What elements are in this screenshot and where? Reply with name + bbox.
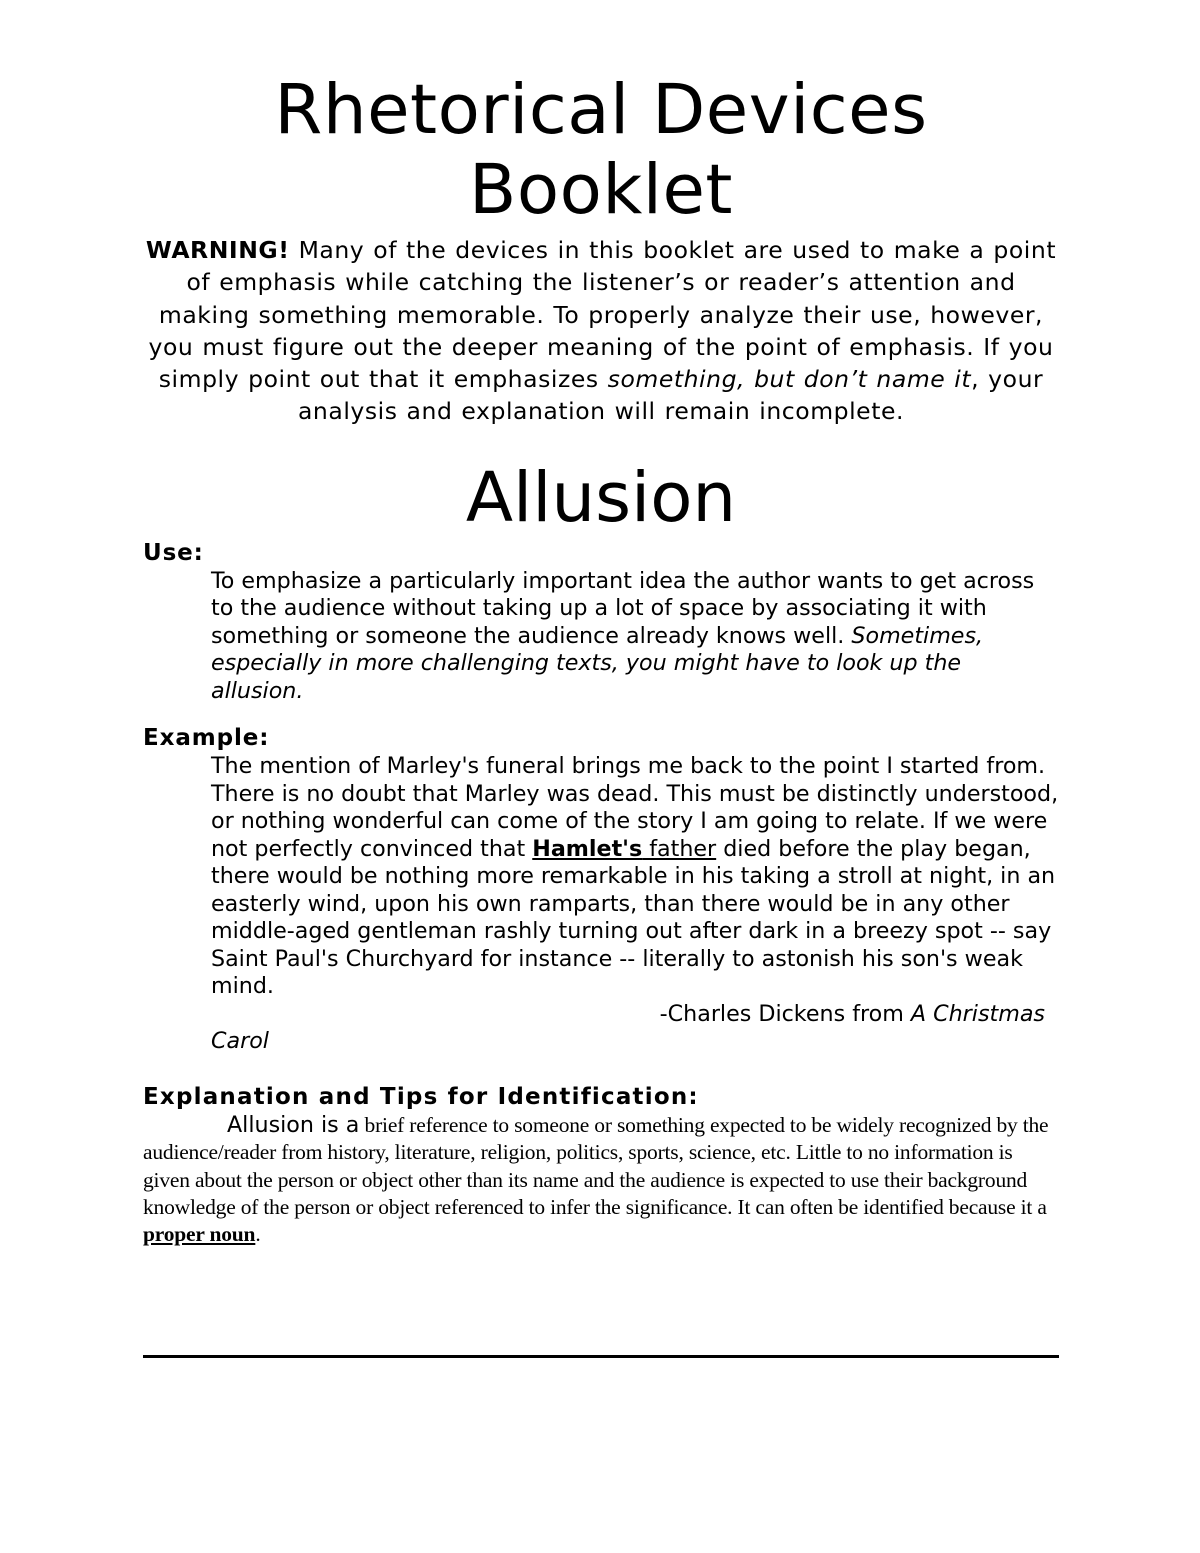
document-page [143,70,1059,1249]
warning-text-1: Many of the devices in this booklet are used to make a point of emphasis while catching the listener’s or reader’s attention and making something memorable. To properly analyze their use, however, you must figure out the deeper meaning of the point of emphasis. If you simply point out that it emphasizes [148,236,1057,394]
explanation-body: brief reference to someone or something expected to be widely recognized by the audience/reader from history, literature, religion, politics, sports, science, etc. Little to no information is given about the person or object other than its name and the audience is expected to use their background knowledge of the person or object referenced to infer the significance. It can often be identified because it a [143,1112,1049,1219]
use-body: To emphasize a particularly important idea the author wants to get across to the audience without taking up a lot of space by associating it with something or someone the audience already knows well. [211,567,1035,649]
quote-attribution [211,1001,1059,1029]
warning-paragraph [143,234,1059,428]
use-text [211,568,1059,706]
warning-lead: WARNING! [145,236,290,264]
explanation-lead: Allusion is a [227,1111,360,1138]
section-title: Allusion [465,457,737,538]
horizontal-rule [143,1355,1059,1358]
explanation-text [143,1112,1059,1249]
title-line-1: Rhetorical Devices [274,70,928,150]
example-underlined: father [642,835,717,862]
booklet-title [143,70,1059,230]
example-text-2: died before the play began, there would be nothing more remarkable in his taking a stroll at night, in an easterly wind, upon his own ramparts, than there would be in any other middle-aged gentleman rashly turning out after dark in a breezy spot -- say Saint Paul's Churchyard for instance -- literally to astonish his son's weak mind. [211,835,1056,1000]
example-quote [211,753,1059,1056]
use-italic-note: Sometimes, especially in more challenging texts, you might have to look up the allusion. [211,622,984,704]
use-label: Use: [143,539,204,566]
attribution-text: -Charles Dickens from [659,1000,911,1027]
title-line-2: Booklet [469,150,733,230]
example-bold-name: Hamlet's [532,835,643,862]
warning-italic: something, but don’t name it [607,365,972,394]
attribution-title-2: Carol [211,1028,269,1055]
example-label: Example: [143,725,270,752]
warning-text-2: , your analysis and explanation will remain incomplete. [297,365,1044,426]
attribution-title-1: A Christmas [910,1000,1045,1027]
explanation-end: . [255,1222,261,1247]
explanation-label: Explanation and Tips for Identification: [143,1083,699,1110]
example-text-1: The mention of Marley's funeral brings me back to the point I started from. There is no doubt that Marley was dead. This must be distinctly understood, or nothing wonderful can come of the story I am going to relate. If we were not perfectly convinced that [211,753,1059,862]
explanation-term: proper noun [143,1222,256,1247]
